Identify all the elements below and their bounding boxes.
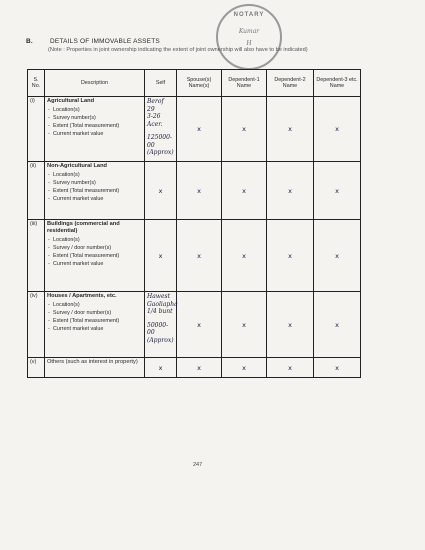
self-line: 50000-00: [147, 321, 169, 336]
assets-table: [27, 69, 361, 378]
notary-stamp: [216, 4, 282, 70]
dependent-2-mark: x: [267, 358, 314, 378]
row-description: [45, 220, 145, 292]
dependent-3-mark: x: [314, 358, 361, 378]
sub-item: - Location(s): [53, 107, 142, 114]
self-line: Gaoliapha: [147, 300, 178, 308]
self-mark: x: [145, 220, 177, 292]
table-row: [28, 358, 361, 378]
sub-item: - Location(s): [53, 237, 142, 244]
col-sno: S. No.: [28, 70, 45, 97]
row-sno: (ii): [28, 162, 45, 220]
sub-item: - Current market value: [53, 261, 142, 268]
spouse-mark: x: [177, 292, 222, 358]
table-row: [28, 292, 361, 358]
page-number: 247: [193, 462, 203, 468]
sub-item: - Current market value: [53, 131, 142, 138]
self-entry: [145, 97, 177, 162]
dependent-1-mark: x: [222, 162, 267, 220]
dependent-3-mark: x: [314, 162, 361, 220]
dependent-1-mark: x: [222, 358, 267, 378]
self-line: 1/4 bunt: [147, 308, 173, 315]
col-self: Self: [145, 70, 177, 97]
dependent-1-mark: x: [222, 220, 267, 292]
stamp-line1: Kumar: [238, 28, 260, 35]
col-dependent-1: Dependent-1 Name: [222, 70, 267, 97]
self-line: 3-26 Acer.: [147, 113, 163, 128]
table-row: [28, 97, 361, 162]
self-mark: x: [145, 162, 177, 220]
row-title: Houses / Apartments, etc.: [47, 293, 117, 299]
col-dependent-3: Dependent-3 etc. Name: [314, 70, 361, 97]
section-title: DETAILS OF IMMOVABLE ASSETS: [50, 38, 160, 45]
row-title: Non-Agricultural Land: [47, 163, 108, 169]
dependent-1-mark: x: [222, 292, 267, 358]
row-sno: (v): [28, 358, 45, 378]
row-sno: (iv): [28, 292, 45, 358]
self-line: Berof: [147, 98, 164, 105]
dependent-2-mark: x: [267, 220, 314, 292]
row-description: [45, 162, 145, 220]
sub-item: - Extent (Total measurement): [53, 188, 142, 195]
row-description: [45, 358, 145, 378]
sub-item: - Survey / door number(s): [53, 245, 142, 252]
row-sno: (i): [28, 97, 45, 162]
header-row: [28, 70, 361, 97]
col-spouse: Spouse(s) Name(s): [177, 70, 222, 97]
table-row: [28, 162, 361, 220]
dependent-2-mark: x: [267, 162, 314, 220]
spouse-mark: x: [177, 220, 222, 292]
section-heading: [26, 38, 160, 45]
sub-item: - Extent (Total measurement): [53, 123, 142, 130]
row-title: Buildings (commercial and residential): [47, 221, 120, 234]
row-title: Agricultural Land: [47, 98, 95, 104]
dependent-2-mark: x: [267, 292, 314, 358]
col-dependent-2: Dependent-2 Name: [267, 70, 314, 97]
row-sno: (iii): [28, 220, 45, 292]
row-description: [45, 292, 145, 358]
self-line: Hawest: [147, 293, 170, 300]
self-line: (Approx): [147, 336, 174, 344]
dependent-3-mark: x: [314, 97, 361, 162]
self-line: (Approx): [147, 149, 174, 156]
table-row: [28, 220, 361, 292]
sub-item: - Extent (Total measurement): [53, 318, 142, 325]
sub-item: - Extent (Total measurement): [53, 253, 142, 260]
spouse-mark: x: [177, 162, 222, 220]
self-mark: x: [145, 358, 177, 378]
spouse-mark: x: [177, 358, 222, 378]
sub-item: - Current market value: [53, 326, 142, 333]
row-description: [45, 97, 145, 162]
stamp-title: NOTARY: [233, 12, 265, 18]
row-title: Others (such as interest in property): [47, 359, 138, 365]
sub-item: - Survey number(s): [53, 115, 142, 122]
sub-item: - Current market value: [53, 196, 142, 203]
self-entry: [145, 292, 177, 358]
section-number: B.: [26, 38, 33, 45]
sub-item: - Survey number(s): [53, 180, 142, 187]
stamp-line2: H: [246, 40, 252, 47]
dependent-1-mark: x: [222, 97, 267, 162]
section-note: (Note : Properties in joint ownership indicating the extent of joint ownership will also have to be indicated): [48, 47, 308, 53]
self-line: 125000-00: [147, 134, 172, 149]
dependent-3-mark: x: [314, 292, 361, 358]
self-line: 29: [147, 105, 155, 113]
sub-item: - Survey / door number(s): [53, 310, 142, 317]
dependent-2-mark: x: [267, 97, 314, 162]
sub-item: - Location(s): [53, 302, 142, 309]
col-description: Description: [45, 70, 145, 97]
sub-item: - Location(s): [53, 172, 142, 179]
dependent-3-mark: x: [314, 220, 361, 292]
spouse-mark: x: [177, 97, 222, 162]
